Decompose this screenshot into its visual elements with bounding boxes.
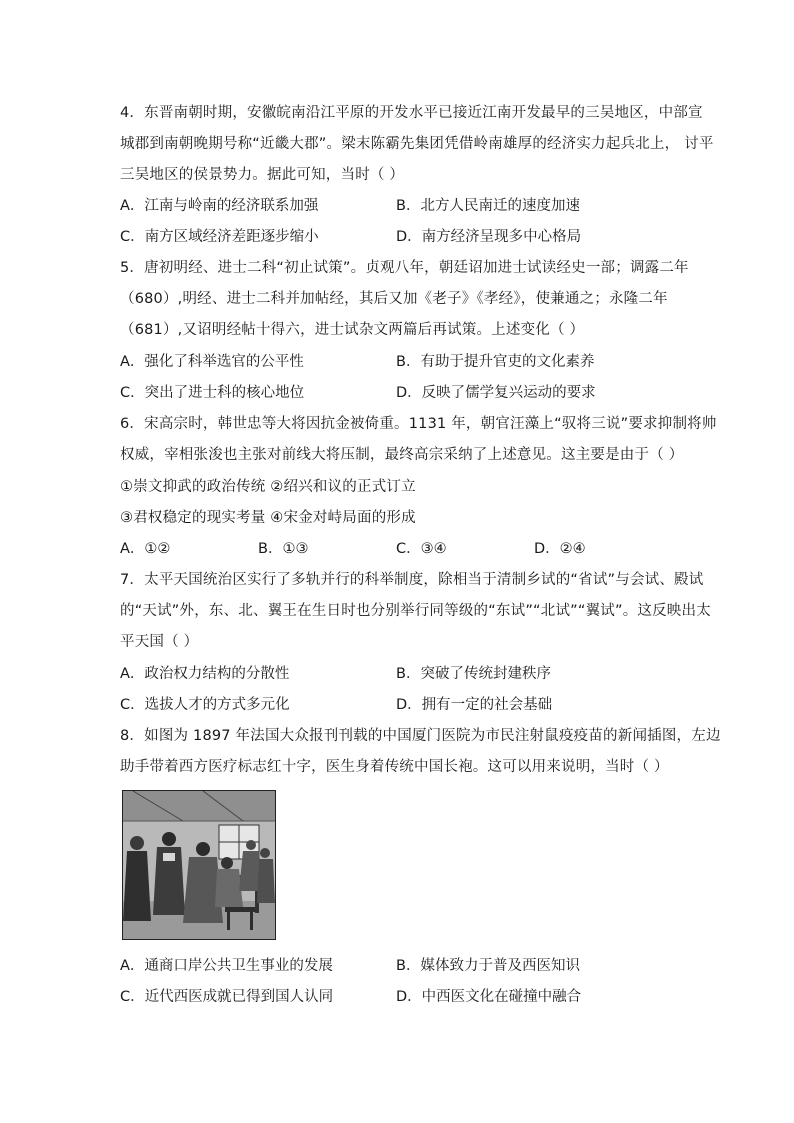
q4-option-b: B．北方人民南迁的速度加速 [396, 198, 580, 214]
q6-option-b: B．①③ [258, 541, 309, 557]
vaccination-scene-image [123, 791, 275, 939]
q4-stem-line-3: 三吴地区的侯景势力。据此可知，当时（ ） [120, 167, 405, 183]
q4-stem-line-2: 城郡到南朝晚期号称“近畿大郡”。梁末陈霸先集团凭借岭南雄厚的经济实力起兵北上， 讨平 [120, 136, 714, 152]
q6-stem-line-1: 6．宋高宗时，韩世忠等大将因抗金被倚重。1131 年，朝官汪藻上“驭将三说”要求抑制将帅 [120, 416, 717, 432]
q5-stem-line-2: （680）,明经、进士二科并加帖经，其后又加《老子》《孝经》，使兼通之；永隆二年 [120, 291, 668, 307]
q7-option-b: B．突破了传统封建秩序 [396, 666, 551, 682]
q6-statement-2: ③君权稳定的现实考量 ④宋金对峙局面的形成 [120, 510, 416, 526]
q4-option-d: D．南方经济呈现多中心格局 [396, 229, 582, 245]
q5-option-d: D．反映了儒学复兴运动的要求 [396, 385, 596, 401]
q8-stem-line-2: 助手带着西方医疗标志红十字，医生身着传统中国长袍。这可以用来说明，当时（ ） [120, 759, 669, 775]
q8-stem-line-1: 8．如图为 1897 年法国大众报刊刊载的中国厦门医院为市民注射鼠疫疫苗的新闻插图，左边 [120, 728, 721, 744]
q6-option-d: D．②④ [534, 541, 586, 557]
q8-option-c: C．近代西医成就已得到国人认同 [120, 989, 334, 1005]
q5-option-b: B．有助于提升官吏的文化素养 [396, 354, 595, 370]
q6-statement-1: ①崇文抑武的政治传统 ②绍兴和议的正式订立 [120, 479, 416, 495]
q7-option-a: A．政治权力结构的分散性 [120, 666, 290, 682]
q5-option-c: C．突出了进士科的核心地位 [120, 385, 305, 401]
q8-option-b: B．媒体致力于普及西医知识 [396, 958, 580, 974]
q4-option-a: A．江南与岭南的经济联系加强 [120, 198, 319, 214]
q6-stem-line-2: 权威，宰相张浚也主张对前线大将压制，最终高宗采纳了上述意见。这主要是由于（ ） [120, 447, 684, 463]
q7-stem-line-1: 7．太平天国统治区实行了多轨并行的科举制度，除相当于清制乡试的“省试”与会试、殿试 [120, 572, 704, 588]
q4-stem-line-1: 4．东晋南朝时期，安徽皖南沿江平原的开发水平已接近江南开发最早的三吴地区，中部宣 [120, 105, 703, 121]
q4-option-c: C．南方区域经济差距逐步缩小 [120, 229, 319, 245]
q6-option-c: C．③④ [396, 541, 447, 557]
q6-option-a: A．①② [120, 541, 171, 557]
q5-stem-line-1: 5．唐初明经、进士二科“初止试策”。贞观八年，朝廷诏加进士试读经史一部；调露二年 [120, 260, 689, 276]
q5-option-a: A．强化了科举选官的公平性 [120, 354, 304, 370]
q8-option-a: A．通商口岸公共卫生事业的发展 [120, 958, 333, 974]
q5-stem-line-3: （681）,又诏明经帖十得六，进士试杂文两篇后再试策。上述变化（ ） [120, 322, 585, 338]
q8-illustration [122, 790, 276, 940]
q8-option-d: D．中西医文化在碰撞中融合 [396, 989, 582, 1005]
q7-stem-line-3: 平天国（ ） [120, 634, 199, 650]
q7-option-c: C．选拔人才的方式多元化 [120, 697, 290, 713]
q7-stem-line-2: 的“天试”外，东、北、翼王在生日时也分别举行同等级的“东试”“北试”“翼试”。这反映出太 [120, 603, 711, 619]
q7-option-d: D．拥有一定的社会基础 [396, 697, 553, 713]
